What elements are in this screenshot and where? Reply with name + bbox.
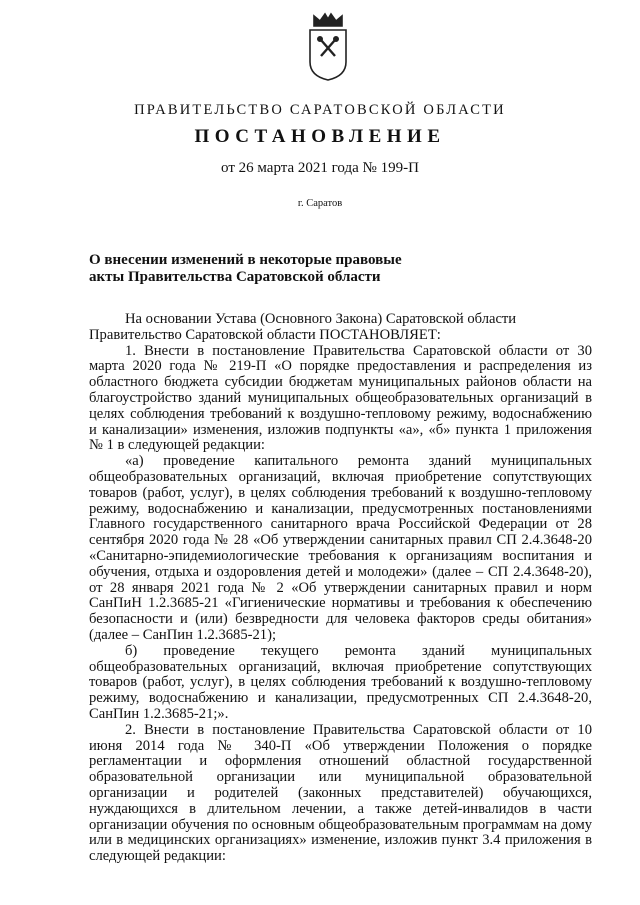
paragraph-resolution: Правительство Саратовской области ПОСТАНОВЛЯЕТ:	[89, 326, 441, 343]
government-name: ПРАВИТЕЛЬСТВО САРАТОВСКОЙ ОБЛАСТИ	[134, 102, 506, 118]
document-body	[89, 312, 592, 865]
paragraph-subitem-a: «а) проведение капитального ремонта зданий муниципальных общеобразовательных организаций, включая приобретение сопутствующих товаров (работ, услуг), в целях соблюдения требований к воздушно-тепловому режиму, водоснабжению и канализации, предусмотренных постановлениями Главного государственного санитарного врача Российской Федерации от 28 сентября 2020 года № 28 «Об утверждении санитарных правил СП 2.4.3648-20 «Санитарно-эпидемиологические требования к организациям воспитания и обучения, отдыха и оздоровления детей и молодежи» (далее – СП 2.4.3648-20), от 28 января 2021 года № 2 «Об утверждении санитарных правил и норм СанПиН 1.2.3685-21 «Гигиенические нормативы и требования к обеспечению безопасности и (или) безвредности для человека факторов среды обитания» (далее – СанПин 1.2.3685-21);	[89, 453, 592, 643]
document-date-number: от 26 марта 2021 года № 199-П	[221, 160, 419, 176]
document-type-title: ПОСТАНОВЛЕНИЕ	[194, 126, 446, 147]
paragraph-basis: На основании Устава (Основного Закона) Саратовской области	[125, 311, 517, 327]
paragraph-subitem-b: б) проведение текущего ремонта зданий муниципальных общеобразовательных организаций, включая приобретение сопутствующих товаров (работ, услуг), в целях соблюдения требований к воздушно-тепловому режиму, водоснабжению и канализации, предусмотренных СП 2.4.3648-20, СанПин 1.2.3685-21;».	[89, 642, 592, 722]
subject-line-2: акты Правительства Саратовской области	[89, 269, 381, 285]
saratov-coat-of-arms-icon	[305, 12, 351, 82]
paragraph-item-2: 2. Внести в постановление Правительства Саратовской области от 10 июня 2014 года № 340-П «Об утверждении Положения о порядке регламентации и оформления отношений областной государственной образовательной организации или муниципальной образовательной организации и родителей (законных представителей) обучающихся, нуждающихся в длительном лечении, а также детей-инвалидов в части организации обучения по основным общеобразовательным программам на дому или в медицинских организациях» изменение, изложив пункт 3.4 приложения в следующей редакции:	[89, 721, 592, 865]
paragraph-item-1: 1. Внести в постановление Правительства Саратовской области от 30 марта 2020 года № 219-П «О порядке предоставления и распределения из областного бюджета субсидии бюджетам муниципальных районов области на благоустройство зданий муниципальных общеобразовательных организаций в целях соблюдения требований к воздушно-тепловому режиму, водоснабжению и канализации» изменения, изложив подпункты «а», «б» пункта 1 приложения № 1 в следующей редакции:	[89, 342, 592, 454]
document-city: г. Саратов	[297, 198, 343, 209]
subject-line-1: О внесении изменений в некоторые правовые	[89, 252, 402, 268]
document-subject	[89, 252, 509, 286]
